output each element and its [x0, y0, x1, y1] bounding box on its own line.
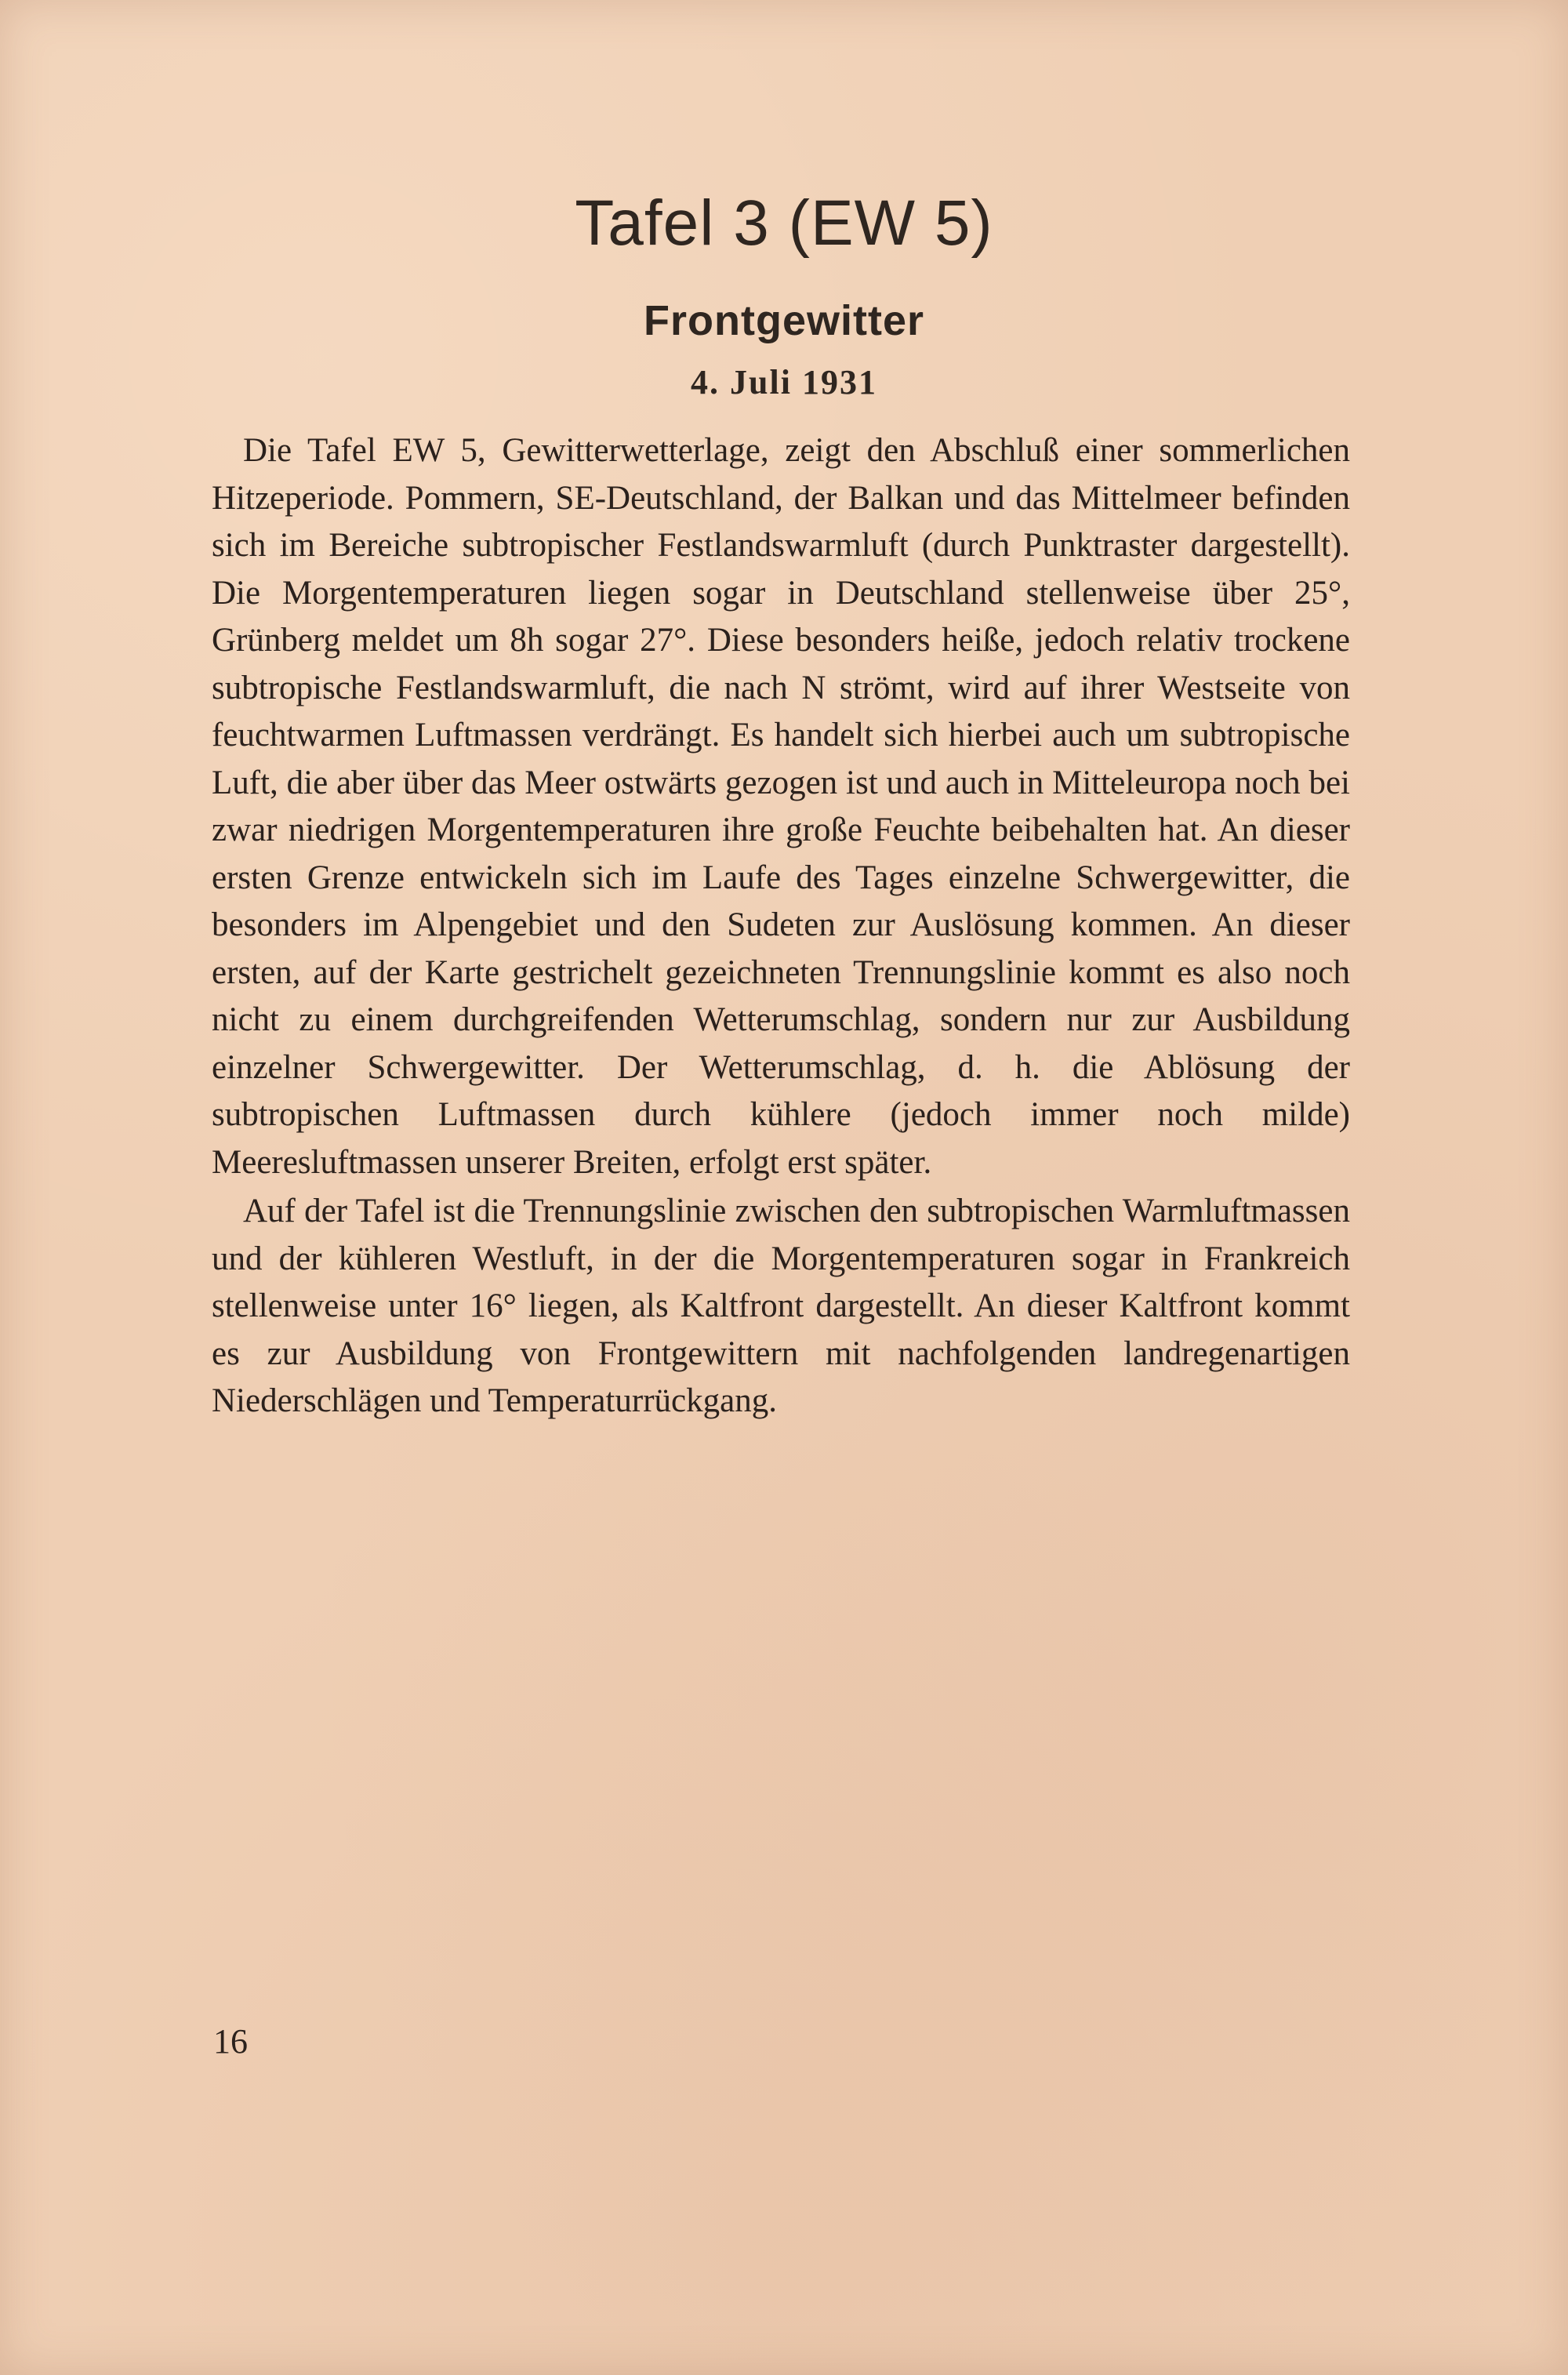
section-subtitle: Frontgewitter [644, 297, 924, 344]
page-number: 16 [213, 2022, 248, 2061]
page-title: Tafel 3 (EW 5) [575, 187, 993, 259]
paragraph-2: Auf der Tafel ist die Trennungslinie zwischen den subtropischen Warmluftmassen und der kühleren Westluft, in der die Morgentemperaturen sogar in Frankreich stellenweise unter 16° liegen, als Kaltfront dargestellt. An dieser Kaltfront kommt es zur Ausbildung von Frontgewittern mit nachfolgenden landregenartigen Niederschlägen und Temperaturrückgang. [212, 1193, 1350, 1419]
date-line: 4. Juli 1931 [691, 363, 877, 401]
paragraph-1: Die Tafel EW 5, Gewitterwetterlage, zeigt den Abschluß einer sommerlichen Hitzeperiode. Pommern, SE-Deutschland, der Balkan und das Mittelmeer befinden sich im Bereiche subtropischer Festlandswarmluft (durch Punktraster dargestellt). Die Morgentemperaturen liegen sogar in Deutschland stellenweise über 25°, Grünberg meldet um 8h sogar 27°. Diese besonders heiße, jedoch relativ trockene subtropische Festlandswarmluft, die nach N strömt, wird auf ihrer Westseite von feuchtwarmen Luftmassen verdrängt. Es handelt sich hierbei auch um subtropische Luft, die aber über das Meer ostwärts gezogen ist und auch in Mitteleuropa noch bei zwar niedrigen Morgentemperaturen ihre große Feuchte beibehalten hat. An dieser ersten Grenze entwickeln sich im Laufe des Tages einzelne Schwergewitter, die besonders im Alpengebiet und den Sudeten zur Auslösung kommen. An dieser ersten, auf der Karte gestrichelt gezeichneten Trennungslinie kommt es also noch nicht zu einem durchgreifenden Wetterumschlag, sondern nur zur Ausbildung einzelner Schwergewitter. Der Wetterumschlag, d. h. die Ablösung der subtropischen Luftmassen durch kühlere (jedoch immer noch milde) Meeresluftmassen unserer Breiten, erfolgt erst später. [212, 432, 1350, 1181]
body-text [212, 427, 1350, 1425]
